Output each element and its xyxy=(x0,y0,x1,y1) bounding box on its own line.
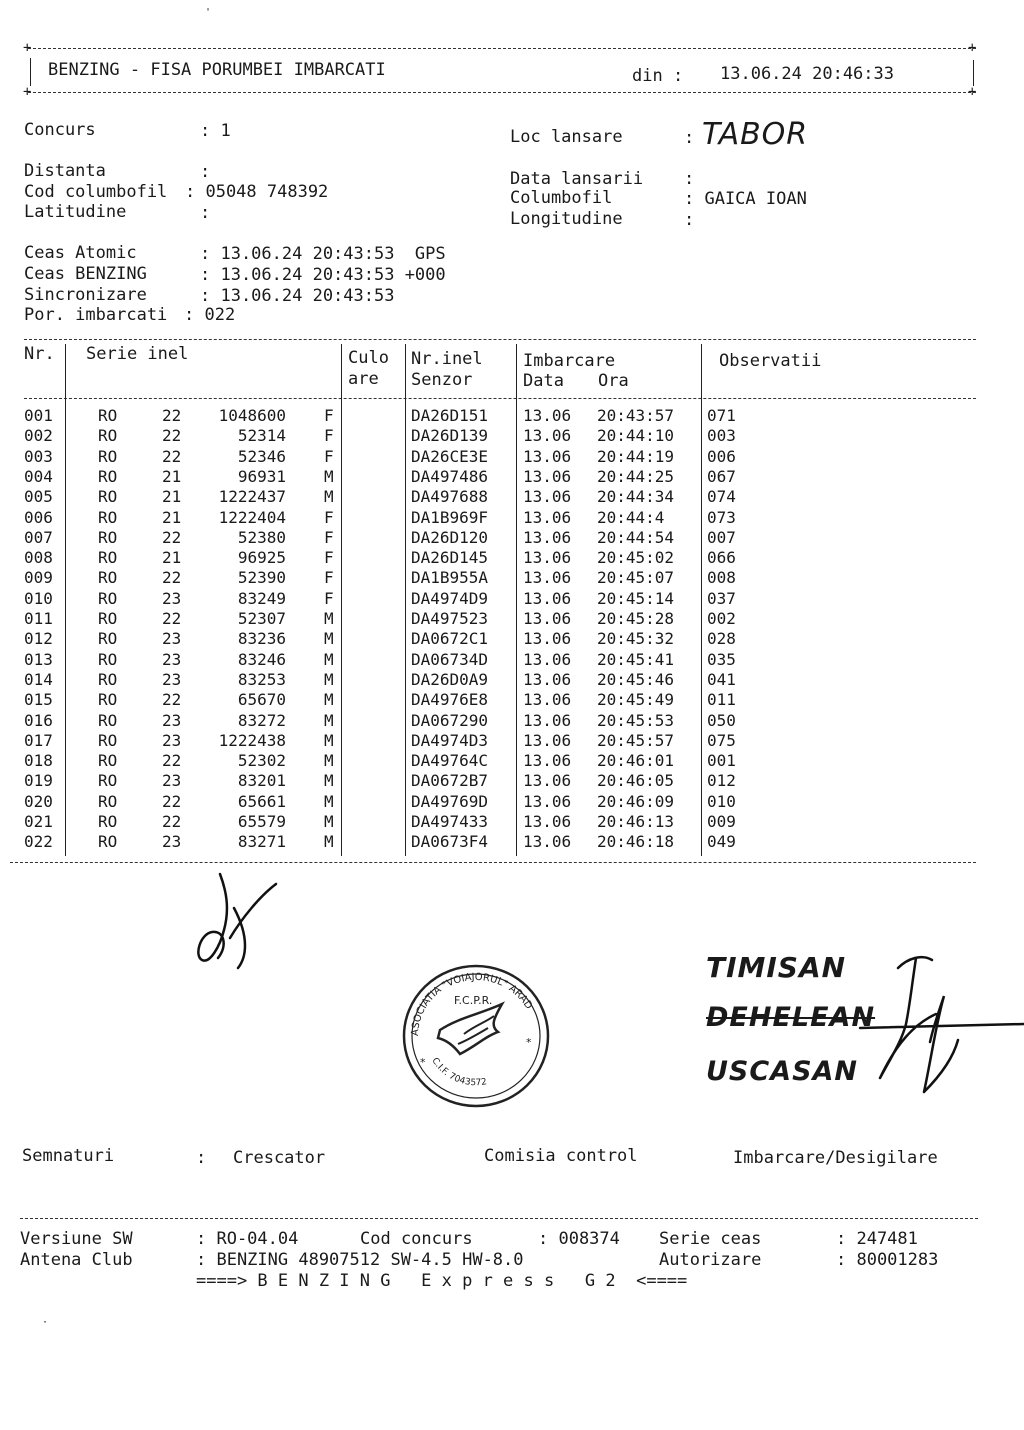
ring-number: 65670 xyxy=(237,690,286,709)
versiune-sw-label: Versiune SW xyxy=(20,1229,133,1249)
ring-year: 21 xyxy=(162,467,182,486)
table-row xyxy=(0,692,1024,712)
ring-year: 22 xyxy=(162,792,182,811)
sex: M xyxy=(324,650,334,669)
table-row xyxy=(0,530,1024,550)
ring-country: RO xyxy=(98,508,118,527)
row-number: 013 xyxy=(24,650,53,669)
data-lansarii-value: : xyxy=(684,169,695,189)
boarding-time: 20:45:49 xyxy=(597,690,675,709)
ceas-atomic-value: : 13.06.24 20:43:53 GPS xyxy=(200,244,446,264)
din-label: din : xyxy=(632,66,684,86)
observation: 067 xyxy=(707,467,736,486)
header-nr-inel: Nr.inel xyxy=(411,349,483,369)
ring-year: 23 xyxy=(162,711,182,730)
boarding-date: 13.06 xyxy=(523,487,572,506)
table-row xyxy=(0,713,1024,733)
sensor-id: DA26D0A9 xyxy=(411,670,489,689)
observation: 008 xyxy=(707,568,736,587)
sex: M xyxy=(324,690,334,709)
sensor-id: DA1B955A xyxy=(411,568,489,587)
ring-country: RO xyxy=(98,609,118,628)
scan-speck: ' xyxy=(205,7,212,18)
sensor-id: DA0673F4 xyxy=(411,832,489,851)
boarding-date: 13.06 xyxy=(523,548,572,567)
sensor-id: DA0672C1 xyxy=(411,629,489,648)
boarding-time: 20:46:18 xyxy=(597,832,675,851)
table-row xyxy=(0,814,1024,834)
ring-year: 22 xyxy=(162,426,182,445)
ring-country: RO xyxy=(98,792,118,811)
observation: 073 xyxy=(707,508,736,527)
ring-country: RO xyxy=(98,548,118,567)
ring-year: 22 xyxy=(162,690,182,709)
por-imbarcati-value: : 022 xyxy=(184,305,236,325)
antena-club-label: Antena Club xyxy=(20,1250,133,1270)
ring-country: RO xyxy=(98,447,118,466)
boarding-date: 13.06 xyxy=(523,447,572,466)
table-row xyxy=(0,652,1024,672)
distanta-value: : xyxy=(200,162,211,182)
table-row xyxy=(0,611,1024,631)
ring-number: 52380 xyxy=(237,528,286,547)
boarding-date: 13.06 xyxy=(523,467,572,486)
semnaturi-sep: : xyxy=(196,1148,207,1168)
ring-number: 65579 xyxy=(237,812,286,831)
signature-comisia xyxy=(840,944,1024,1100)
row-number: 008 xyxy=(24,548,53,567)
columbofil-value: : GAICA IOAN xyxy=(684,189,807,209)
sincronizare-label: Sincronizare xyxy=(24,285,147,305)
header-culoare-1: Culo xyxy=(348,348,389,368)
ring-year: 23 xyxy=(162,670,182,689)
ring-year: 23 xyxy=(162,589,182,608)
boarding-time: 20:46:01 xyxy=(597,751,675,770)
benzing-express-banner: ====> B E N Z I N G E x p r e s s G 2 <==== xyxy=(196,1271,688,1291)
ring-number: 83253 xyxy=(237,670,286,689)
boarding-date: 13.06 xyxy=(523,711,572,730)
boarding-date: 13.06 xyxy=(523,731,572,750)
corner-mark: + xyxy=(23,40,32,56)
ring-number: 52307 xyxy=(237,609,286,628)
longitudine-label: Longitudine xyxy=(510,209,623,229)
svg-text:F.C.P.R.: F.C.P.R. xyxy=(454,994,493,1007)
signature-crescator xyxy=(190,868,290,972)
header-nr: Nr. xyxy=(24,344,55,364)
row-number: 001 xyxy=(24,406,53,425)
ring-number: 65661 xyxy=(237,792,286,811)
row-number: 005 xyxy=(24,487,53,506)
autorizare-label: Autorizare xyxy=(659,1250,762,1270)
observation: 010 xyxy=(707,792,736,811)
header-culoare-2: are xyxy=(348,369,379,389)
imbarcare-desigilare-label: Imbarcare/Desigilare xyxy=(733,1148,938,1168)
boarding-date: 13.06 xyxy=(523,751,572,770)
boarding-time: 20:44:25 xyxy=(597,467,675,486)
observation: 001 xyxy=(707,751,736,770)
table-row xyxy=(0,733,1024,753)
boarding-time: 20:45:46 xyxy=(597,670,675,689)
row-number: 014 xyxy=(24,670,53,689)
corner-mark: + xyxy=(968,40,977,56)
columbofil-label: Columbofil xyxy=(510,188,613,208)
header-senzor: Senzor xyxy=(411,370,473,390)
ceas-atomic-label: Ceas Atomic xyxy=(24,243,137,263)
header-ora: Ora xyxy=(598,371,629,391)
ring-number: 96925 xyxy=(237,548,286,567)
loc-lansare-value: TABOR xyxy=(702,117,809,152)
ring-year: 23 xyxy=(162,629,182,648)
ring-country: RO xyxy=(98,629,118,648)
observation: 050 xyxy=(707,711,736,730)
boarding-time: 20:44:4 xyxy=(597,508,665,527)
boarding-date: 13.06 xyxy=(523,690,572,709)
observation: 012 xyxy=(707,771,736,790)
table-row xyxy=(0,469,1024,489)
distanta-label: Distanta xyxy=(24,161,106,181)
ring-number: 52302 xyxy=(237,751,286,770)
sex: F xyxy=(324,528,334,547)
ring-year: 22 xyxy=(162,751,182,770)
sex: M xyxy=(324,792,334,811)
boarding-time: 20:46:13 xyxy=(597,812,675,831)
sensor-id: DA26D139 xyxy=(411,426,489,445)
row-number: 021 xyxy=(24,812,53,831)
boarding-time: 20:45:02 xyxy=(597,548,675,567)
sensor-id: DA497688 xyxy=(411,487,489,506)
sex: M xyxy=(324,751,334,770)
row-number: 010 xyxy=(24,589,53,608)
ring-year: 22 xyxy=(162,568,182,587)
cod-columbofil-label: Cod columbofil xyxy=(24,182,168,202)
table-row xyxy=(0,408,1024,428)
print-datetime: 13.06.24 20:46:33 xyxy=(720,64,894,84)
ring-year: 23 xyxy=(162,832,182,851)
antena-club-value: : BENZING 48907512 SW-4.5 HW-8.0 xyxy=(196,1250,524,1270)
handwritten-name-1: TIMISAN xyxy=(706,951,847,984)
autorizare-value: : 80001283 xyxy=(836,1250,939,1270)
row-number: 004 xyxy=(24,467,53,486)
observation: 035 xyxy=(707,650,736,669)
cod-concurs-label: Cod concurs xyxy=(360,1229,473,1249)
row-number: 016 xyxy=(24,711,53,730)
ring-number: 83246 xyxy=(237,650,286,669)
boarding-time: 20:44:10 xyxy=(597,426,675,445)
table-row xyxy=(0,591,1024,611)
ring-number: 83249 xyxy=(237,589,286,608)
boarding-time: 20:44:19 xyxy=(597,447,675,466)
ring-country: RO xyxy=(98,690,118,709)
header-top-border xyxy=(28,48,976,49)
ring-country: RO xyxy=(98,650,118,669)
sex: M xyxy=(324,812,334,831)
boarding-time: 20:45:28 xyxy=(597,609,675,628)
sex: F xyxy=(324,406,334,425)
footer-top-border xyxy=(20,1218,978,1219)
header-data: Data xyxy=(523,371,564,391)
boarding-date: 13.06 xyxy=(523,792,572,811)
boarding-time: 20:44:54 xyxy=(597,528,675,547)
table-row xyxy=(0,510,1024,530)
svg-text:ASOCIATIA "VOIAJORUL" ARAD: ASOCIATIA "VOIAJORUL" ARAD xyxy=(409,971,535,1037)
ceas-benzing-label: Ceas BENZING xyxy=(24,264,147,284)
sensor-id: DA497433 xyxy=(411,812,489,831)
observation: 002 xyxy=(707,609,736,628)
page-title: BENZING - FISA PORUMBEI IMBARCATI xyxy=(48,60,386,80)
observation: 009 xyxy=(707,812,736,831)
sensor-id: DA067290 xyxy=(411,711,489,730)
ring-number: 83236 xyxy=(237,629,286,648)
boarding-time: 20:45:32 xyxy=(597,629,675,648)
row-number: 011 xyxy=(24,609,53,628)
observation: 074 xyxy=(707,487,736,506)
boarding-date: 13.06 xyxy=(523,406,572,425)
ring-year: 21 xyxy=(162,508,182,527)
boarding-time: 20:43:57 xyxy=(597,406,675,425)
ring-number: 1048600 xyxy=(218,406,286,425)
concurs-label: Concurs xyxy=(24,120,96,140)
header-left-border xyxy=(30,58,31,86)
sensor-id: DA1B969F xyxy=(411,508,489,527)
comisia-control-label: Comisia control xyxy=(484,1146,638,1166)
ring-country: RO xyxy=(98,731,118,750)
table-top-border xyxy=(24,339,976,340)
sex: F xyxy=(324,589,334,608)
ring-number: 52314 xyxy=(237,426,286,445)
ring-number: 52346 xyxy=(237,447,286,466)
sensor-id: DA49764C xyxy=(411,751,489,770)
loc-lansare-sep: : xyxy=(684,128,695,148)
versiune-sw-value: : RO-04.04 xyxy=(196,1229,299,1249)
boarding-date: 13.06 xyxy=(523,528,572,547)
ring-number: 83201 xyxy=(237,771,286,790)
boarding-date: 13.06 xyxy=(523,629,572,648)
sincronizare-value: : 13.06.24 20:43:53 xyxy=(200,286,395,306)
observation: 049 xyxy=(707,832,736,851)
row-number: 003 xyxy=(24,447,53,466)
sensor-id: DA26CE3E xyxy=(411,447,489,466)
observation: 066 xyxy=(707,548,736,567)
sex: M xyxy=(324,467,334,486)
table-row xyxy=(0,834,1024,854)
ring-year: 22 xyxy=(162,447,182,466)
row-number: 012 xyxy=(24,629,53,648)
ring-year: 22 xyxy=(162,406,182,425)
ring-country: RO xyxy=(98,528,118,547)
ring-country: RO xyxy=(98,487,118,506)
sex: F xyxy=(324,508,334,527)
sex: F xyxy=(324,447,334,466)
sex: M xyxy=(324,711,334,730)
boarding-time: 20:45:07 xyxy=(597,568,675,587)
boarding-time: 20:46:09 xyxy=(597,792,675,811)
sensor-id: DA06734D xyxy=(411,650,489,669)
boarding-time: 20:44:34 xyxy=(597,487,675,506)
header-observatii: Observatii xyxy=(719,351,822,371)
ring-year: 23 xyxy=(162,731,182,750)
observation: 007 xyxy=(707,528,736,547)
ceas-benzing-value: : 13.06.24 20:43:53 +000 xyxy=(200,265,446,285)
boarding-time: 20:45:14 xyxy=(597,589,675,608)
loc-lansare-label: Loc lansare xyxy=(510,127,623,147)
boarding-date: 13.06 xyxy=(523,832,572,851)
ring-year: 22 xyxy=(162,812,182,831)
observation: 028 xyxy=(707,629,736,648)
observation: 003 xyxy=(707,426,736,445)
sex: M xyxy=(324,487,334,506)
ring-country: RO xyxy=(98,568,118,587)
latitudine-label: Latitudine xyxy=(24,202,127,222)
ring-country: RO xyxy=(98,711,118,730)
corner-mark: + xyxy=(968,84,977,100)
ring-country: RO xyxy=(98,589,118,608)
ring-country: RO xyxy=(98,771,118,790)
sensor-id: DA26D145 xyxy=(411,548,489,567)
ring-number: 1222404 xyxy=(218,508,286,527)
serie-ceas-label: Serie ceas xyxy=(659,1229,762,1249)
ring-country: RO xyxy=(98,406,118,425)
semnaturi-label: Semnaturi xyxy=(22,1146,115,1166)
latitudine-value: : xyxy=(200,203,211,223)
svg-text:*: * xyxy=(526,1036,532,1049)
crescator-label: Crescator xyxy=(233,1148,326,1168)
sex: M xyxy=(324,609,334,628)
row-number: 017 xyxy=(24,731,53,750)
boarding-date: 13.06 xyxy=(523,508,572,527)
cod-columbofil-value: : 05048 748392 xyxy=(185,182,329,202)
sex: F xyxy=(324,568,334,587)
sex: M xyxy=(324,629,334,648)
table-bottom-border xyxy=(10,862,976,863)
boarding-date: 13.06 xyxy=(523,771,572,790)
ring-number: 52390 xyxy=(237,568,286,587)
ring-country: RO xyxy=(98,670,118,689)
svg-text:C.I.F. 7043572: C.I.F. 7043572 xyxy=(429,1056,488,1089)
ring-country: RO xyxy=(98,426,118,445)
row-number: 019 xyxy=(24,771,53,790)
scan-speck: · xyxy=(42,1317,49,1328)
ring-year: 21 xyxy=(162,487,182,506)
table-row xyxy=(0,794,1024,814)
ring-number: 96931 xyxy=(237,467,286,486)
serie-ceas-value: : 247481 xyxy=(836,1229,918,1249)
observation: 075 xyxy=(707,731,736,750)
boarding-time: 20:45:41 xyxy=(597,650,675,669)
row-number: 009 xyxy=(24,568,53,587)
table-row xyxy=(0,570,1024,590)
sex: M xyxy=(324,731,334,750)
sex: M xyxy=(324,832,334,851)
sensor-id: DA497486 xyxy=(411,467,489,486)
boarding-time: 20:45:57 xyxy=(597,731,675,750)
sex: F xyxy=(324,426,334,445)
sensor-id: DA497523 xyxy=(411,609,489,628)
ring-country: RO xyxy=(98,751,118,770)
sensor-id: DA26D120 xyxy=(411,528,489,547)
header-serie-inel: Serie inel xyxy=(86,344,189,364)
corner-mark: + xyxy=(23,84,32,100)
observation: 006 xyxy=(707,447,736,466)
table-row xyxy=(0,753,1024,773)
boarding-time: 20:46:05 xyxy=(597,771,675,790)
ring-country: RO xyxy=(98,832,118,851)
ring-number: 1222438 xyxy=(218,731,286,750)
row-number: 007 xyxy=(24,528,53,547)
ring-country: RO xyxy=(98,467,118,486)
row-number: 015 xyxy=(24,690,53,709)
boarding-date: 13.06 xyxy=(523,589,572,608)
ring-number: 83271 xyxy=(237,832,286,851)
ring-year: 22 xyxy=(162,528,182,547)
row-number: 006 xyxy=(24,508,53,527)
row-number: 002 xyxy=(24,426,53,445)
observation: 037 xyxy=(707,589,736,608)
handwritten-name-3: USCASAN xyxy=(706,1056,859,1087)
boarding-date: 13.06 xyxy=(523,568,572,587)
svg-text:*: * xyxy=(420,1056,426,1069)
table-row xyxy=(0,449,1024,469)
boarding-date: 13.06 xyxy=(523,812,572,831)
sex: M xyxy=(324,670,334,689)
sex: F xyxy=(324,548,334,567)
header-bottom-border xyxy=(28,92,976,93)
ring-number: 1222437 xyxy=(218,487,286,506)
boarding-date: 13.06 xyxy=(523,426,572,445)
ring-year: 22 xyxy=(162,609,182,628)
table-row xyxy=(0,773,1024,793)
observation: 011 xyxy=(707,690,736,709)
ring-year: 21 xyxy=(162,548,182,567)
sensor-id: DA0672B7 xyxy=(411,771,489,790)
concurs-value: : 1 xyxy=(200,121,231,141)
boarding-time: 20:45:53 xyxy=(597,711,675,730)
table-header-border xyxy=(24,398,976,399)
cod-concurs-value: : 008374 xyxy=(538,1229,620,1249)
row-number: 022 xyxy=(24,832,53,851)
sensor-id: DA4976E8 xyxy=(411,690,489,709)
header-imbarcare: Imbarcare xyxy=(523,351,616,371)
sensor-id: DA4974D3 xyxy=(411,731,489,750)
table-row xyxy=(0,550,1024,570)
table-row xyxy=(0,631,1024,651)
sensor-id: DA4974D9 xyxy=(411,589,489,608)
boarding-date: 13.06 xyxy=(523,609,572,628)
ring-year: 23 xyxy=(162,771,182,790)
ring-country: RO xyxy=(98,812,118,831)
header-right-border xyxy=(973,60,974,86)
ring-number: 83272 xyxy=(237,711,286,730)
sensor-id: DA49769D xyxy=(411,792,489,811)
longitudine-value: : xyxy=(684,210,695,230)
table-row xyxy=(0,672,1024,692)
ring-year: 23 xyxy=(162,650,182,669)
table-row xyxy=(0,428,1024,448)
observation: 041 xyxy=(707,670,736,689)
row-number: 020 xyxy=(24,792,53,811)
sensor-id: DA26D151 xyxy=(411,406,489,425)
sex: M xyxy=(324,771,334,790)
table-row xyxy=(0,489,1024,509)
boarding-date: 13.06 xyxy=(523,650,572,669)
row-number: 018 xyxy=(24,751,53,770)
stamp-seal xyxy=(398,960,554,1112)
handwritten-name-2: DEHELEAN xyxy=(706,1002,876,1033)
por-imbarcati-label: Por. imbarcati xyxy=(24,305,168,325)
observation: 071 xyxy=(707,406,736,425)
data-lansarii-label: Data lansarii xyxy=(510,169,644,189)
boarding-date: 13.06 xyxy=(523,670,572,689)
